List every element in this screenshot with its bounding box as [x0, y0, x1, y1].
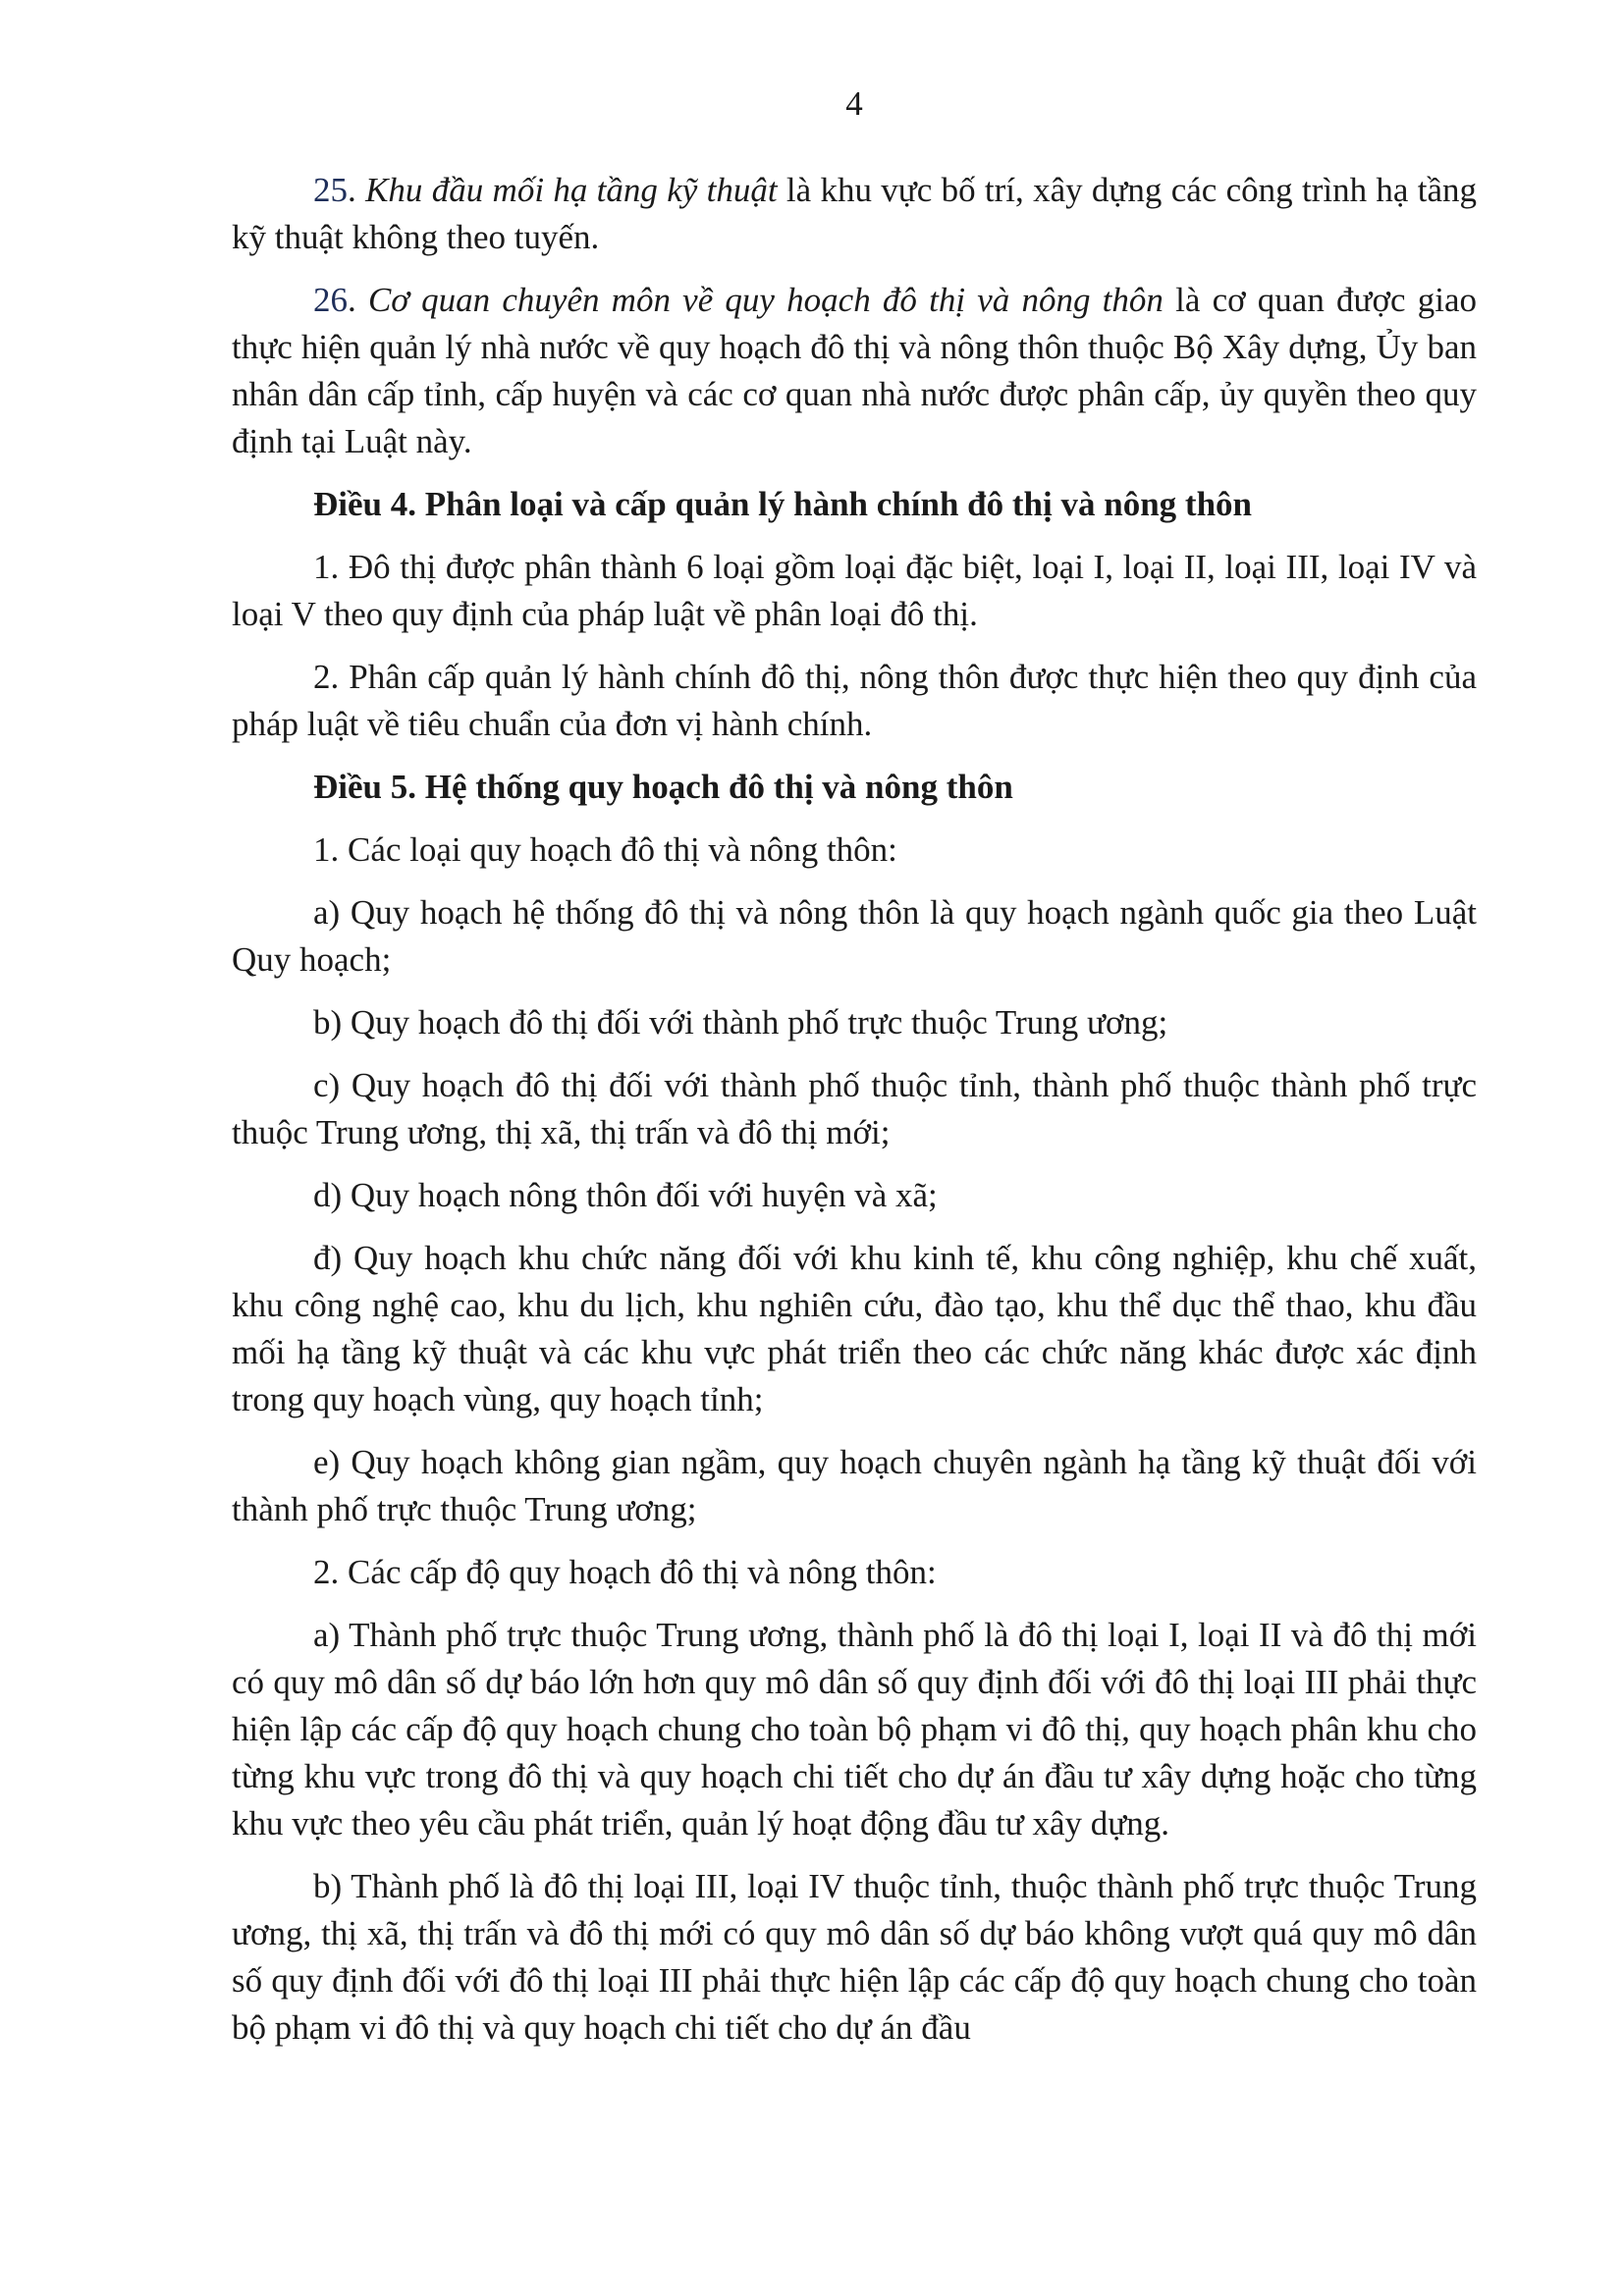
clause-2-point-b: b) Thành phố là đô thị loại III, loại IV thuộc tỉnh, thuộc thành phố trực thuộc Trung ương, thị xã, thị trấn và đô thị mới có quy mô dân số dự báo không vượt quá quy mô dân số quy định đối với đô thị loại III phải thực hiện lập các cấp độ quy hoạch chung cho toàn bộ phạm vi đô thị và quy hoạch chi tiết cho dự án đầu: [232, 1867, 1477, 2047]
article-5-heading: Điều 5. Hệ thống quy hoạch đô thị và nông thôn: [313, 768, 1013, 806]
clause-2-point-a: a) Thành phố trực thuộc Trung ương, thành phố là đô thị loại I, loại II và đô thị mới có quy mô dân số dự báo lớn hơn quy mô dân số quy định đối với đô thị loại III phải thực hiện lập các cấp độ quy hoạch chung cho toàn bộ phạm vi đô thị, quy hoạch phân khu cho từng khu vực trong đô thị và quy hoạch chi tiết cho dự án đầu tư xây dựng hoặc cho từng khu vực theo yêu cầu phát triển, quản lý hoạt động đầu tư xây dựng.: [232, 1616, 1477, 1842]
item-number: 25: [313, 171, 348, 209]
definition-text: là cơ quan được giao thực hiện quản lý nhà nước về quy hoạch đô thị và nông thôn thuộc Bộ Xây dựng, Ủy ban nhân dân cấp tỉnh, cấp huyện và các cơ quan nhà nước được phân cấp, ủy quyền theo quy định tại Luật này.: [232, 281, 1478, 460]
article-5-clause-2: 2. Các cấp độ quy hoạch đô thị và nông thôn:: [313, 1553, 937, 1591]
article-5-clause-1: 1. Các loại quy hoạch đô thị và nông thôn:: [313, 830, 897, 869]
definition-text: là khu vực bố trí, xây dựng các công trình hạ tầng kỹ thuật không theo tuyến.: [232, 171, 1477, 256]
document-page: [232, 80, 1477, 2067]
clause-1-point-dd: đ) Quy hoạch khu chức năng đối với khu kinh tế, khu công nghiệp, khu chế xuất, khu công nghệ cao, khu du lịch, khu nghiên cứu, đào tạo, khu thể dục thể thao, khu đầu mối hạ tầng kỹ thuật và các khu vực phát triển theo các chức năng khác được xác định trong quy hoạch vùng, quy hoạch tỉnh;: [232, 1239, 1477, 1418]
clause-1-point-d: d) Quy hoạch nông thôn đối với huyện và xã;: [313, 1176, 938, 1214]
article-4-clause-2: 2. Phân cấp quản lý hành chính đô thị, nông thôn được thực hiện theo quy định của pháp luật về tiêu chuẩn của đơn vị hành chính.: [232, 658, 1477, 743]
item-number: 26: [313, 281, 348, 319]
definition-25: 25. Khu đầu mối hạ tầng kỹ thuật là khu vực bố trí, xây dựng các công trình hạ tầng kỹ thuật không theo tuyến.: [232, 171, 1477, 256]
article-4-clause-1: 1. Đô thị được phân thành 6 loại gồm loại đặc biệt, loại I, loại II, loại III, loại IV và loại V theo quy định của pháp luật về phân loại đô thị.: [232, 548, 1477, 633]
clause-1-point-e: e) Quy hoạch không gian ngầm, quy hoạch chuyên ngành hạ tầng kỹ thuật đối với thành phố trực thuộc Trung ương;: [232, 1443, 1477, 1528]
defined-term: Khu đầu mối hạ tầng kỹ thuật: [365, 171, 778, 209]
page-number: 4: [845, 84, 863, 123]
article-4-heading: Điều 4. Phân loại và cấp quản lý hành chính đô thị và nông thôn: [313, 485, 1253, 523]
defined-term: Cơ quan chuyên môn về quy hoạch đô thị và nông thôn: [367, 281, 1164, 319]
definition-26: 26. Cơ quan chuyên môn về quy hoạch đô thị và nông thôn là cơ quan được giao thực hiện quản lý nhà nước về quy hoạch đô thị và nông thôn thuộc Bộ Xây dựng, Ủy ban nhân dân cấp tỉnh, cấp huyện và các cơ quan nhà nước được phân cấp, ủy quyền theo quy định tại Luật này.: [232, 281, 1478, 460]
clause-1-point-b: b) Quy hoạch đô thị đối với thành phố trực thuộc Trung ương;: [313, 1003, 1168, 1041]
clause-1-point-c: c) Quy hoạch đô thị đối với thành phố thuộc tỉnh, thành phố thuộc thành phố trực thuộc Trung ương, thị xã, thị trấn và đô thị mới;: [232, 1066, 1477, 1151]
clause-1-point-a: a) Quy hoạch hệ thống đô thị và nông thôn là quy hoạch ngành quốc gia theo Luật Quy hoạch;: [232, 893, 1477, 979]
